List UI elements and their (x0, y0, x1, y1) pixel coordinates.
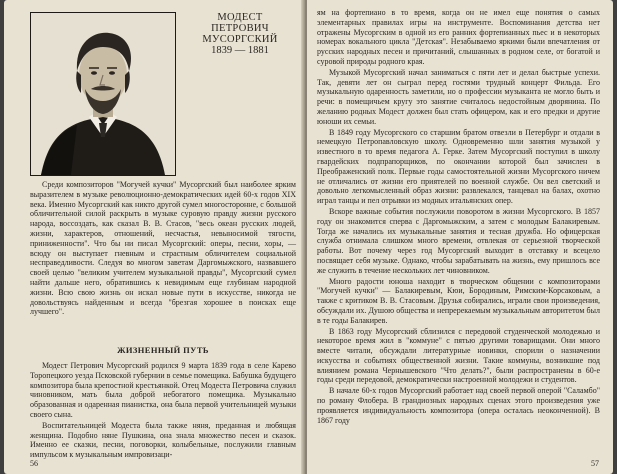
intro-paragraph: Среди композиторов "Могучей кучки" Мусоргский был наиболее ярким выразителем в музыке революционно-демократических идей 60-х годов XIX века. Именно Мусоргский как никто другой сумел многосторонне, с большой обличительной силой раскрыть в музыке суровую правду жизни русского народа, воссоздать, как сказал В. В. Стасов, "весь океан русских людей, жизни, характеров, отношений, несчастья, невыносимой тягости, приниженности". Что бы ни писал Мусоргский: оперы, песни, хоры, — всюду он выступает гневным и страстным обличителем социальной несправедливости. Следуя во многом заветам Даргомыжского, назвавшего своей целью "великим учителем музыкальной правды", Мусоргский сумел найти дальше него, обратившись к невидимым еще глубинам народной жизни. Всю свою жизнь он искал новые пути в искусстве, никогда не довольствуясь найденным и всегда "брезгая хорошее в поисках еще лучшего". (30, 180, 296, 317)
portrait-illustration (31, 13, 175, 175)
section-title: ЖИЗНЕННЫЙ ПУТЬ (117, 345, 209, 355)
biography-text-left (30, 361, 296, 460)
paragraph: В начале 60-х годов Мусоргский работает над своей первой оперой "Саламбо" по роману Флобера. В грандиозных народных сценах этого произведения уже проявляется индивидуальность композитора (опера осталась неоконченной). В 1867 году (317, 386, 600, 425)
biography-text-right (317, 8, 600, 425)
paragraph: Модест Петрович Мусоргский родился 9 марта 1839 года в селе Карево Торопецкого уезда Псковской губернии в семье помещика. Бабушка будущего композитора была крепостной крестьянкой. Отец Модеста Петровича служил чиновником, мать была доброй небогатого помещика. Музыкально образованная и одаренная пианистка, она была первой учительницей музыки своего сына. (30, 361, 296, 419)
life-years: 1839 — 1881 (211, 45, 269, 56)
name-line-3: МУСОРГСКИЙ (202, 34, 278, 45)
paragraph: В 1849 году Мусоргского со старшим братом отвезли в Петербург и отдали в немецкую Петропавловскую школу. Одновременно шли занятия музыкой у известного в то время педагога А. Герке. Затем Мусоргский поступил в школу гвардейских подпрапорщиков, по окончании которой был зачислен в Преображенский полк. Первые годы самостоятельной жизни Мусоргского ничем не отличались от жизни его приятелей по военной службе. Он вел светский и довольно легкомысленный образ жизни: развлекался, танцевал на балах, охотно играл танцы и пел отрывки из модных итальянских опер. (317, 127, 600, 206)
composer-portrait (30, 12, 176, 176)
name-line-1: МОДЕСТ (217, 12, 263, 23)
left-page (4, 0, 305, 474)
name-line-2: ПЕТРОВИЧ (211, 23, 269, 34)
page-number: 56 (30, 459, 38, 468)
composer-heading (176, 12, 304, 56)
right-page (307, 0, 613, 474)
paragraph: Вскоре важные события послужили поворотом в жизни Мусоргского. В 1857 году он знакомится сперва с Даргомыжским, а затем с молодым Балакиревым. Тогда же начались их музыкальные занятия и тесная дружба. Но офицерская служба отнимала слишком много времени, отвлекая от серьезной творческой работы. Вот почему через год Мусоргский выходит в отставку и всецело посвящает себя музыке. Однако, чтобы зарабатывать на жизнь, ему пришлось все же служить в течение нескольких лет чиновником. (317, 206, 600, 275)
paragraph: Много радости юноша находит в творческом общении с композиторами "Могучей кучки" — Балакиревым, Кюи, Бородиным, Римским-Корсаковым, а также с критиком В. В. Стасовым. Друзья собирались, играли свои произведения, обсуждали их. Душою общества и непререкаемым музыкальным авторитетом был в те годы Балакирев. (317, 276, 600, 325)
paragraph: ям на фортепиано в то время, когда он не имел еще понятия о самых элементарных правилах игры на инструменте. Воспоминания детства нет отражены Мусоргским в одной из его ранних фортепианных пьес и в некоторых номерах вокального цикла "Детская". Незабываемо яркими были впечатления от русских народных песен и причитаний, слышанных в родном селе, от богатой и суровой природы родного края. (317, 8, 600, 66)
intro-text (30, 180, 296, 317)
page-number: 57 (591, 459, 599, 468)
paragraph: Музыкой Мусоргский начал заниматься с пяти лет и делал быстрые успехи. Так, девяти лет он сыграл перед гостями трудный концерт Фильда. Его музыкальную одаренность заметили, но о профессии музыканта не могло быть и речи: в помещичьем кругу это занятие считалось недостойным дворянина. По желанию родных Модест должен был стать офицером, как и его предки и другие юноши их семьи. (317, 67, 600, 126)
paragraph: Воспитательницей Модеста была также няня, преданная и любящая женщина. Подобно няне Пушкина, она знала множество песен и сказок. Именно ее сказки, песни, поговорки, колыбельные, послужили главным импульсом к музыкальным импровизаци- (30, 420, 296, 460)
paragraph: В 1863 году Мусоргский сблизился с передовой студенческой молодежью и некоторое время жил в "коммуне" с пятью другими товарищами. Они много вместе читали, обсуждали литературные новинки, спорили о назначении искусства и событиях общественной жизни. Такие коммуны, возникшие под влиянием романа Чернышевского "Что делать?", были распространены в 60-е годы среди передовой, демократически настроенной молодежи и студентов. (317, 326, 600, 385)
